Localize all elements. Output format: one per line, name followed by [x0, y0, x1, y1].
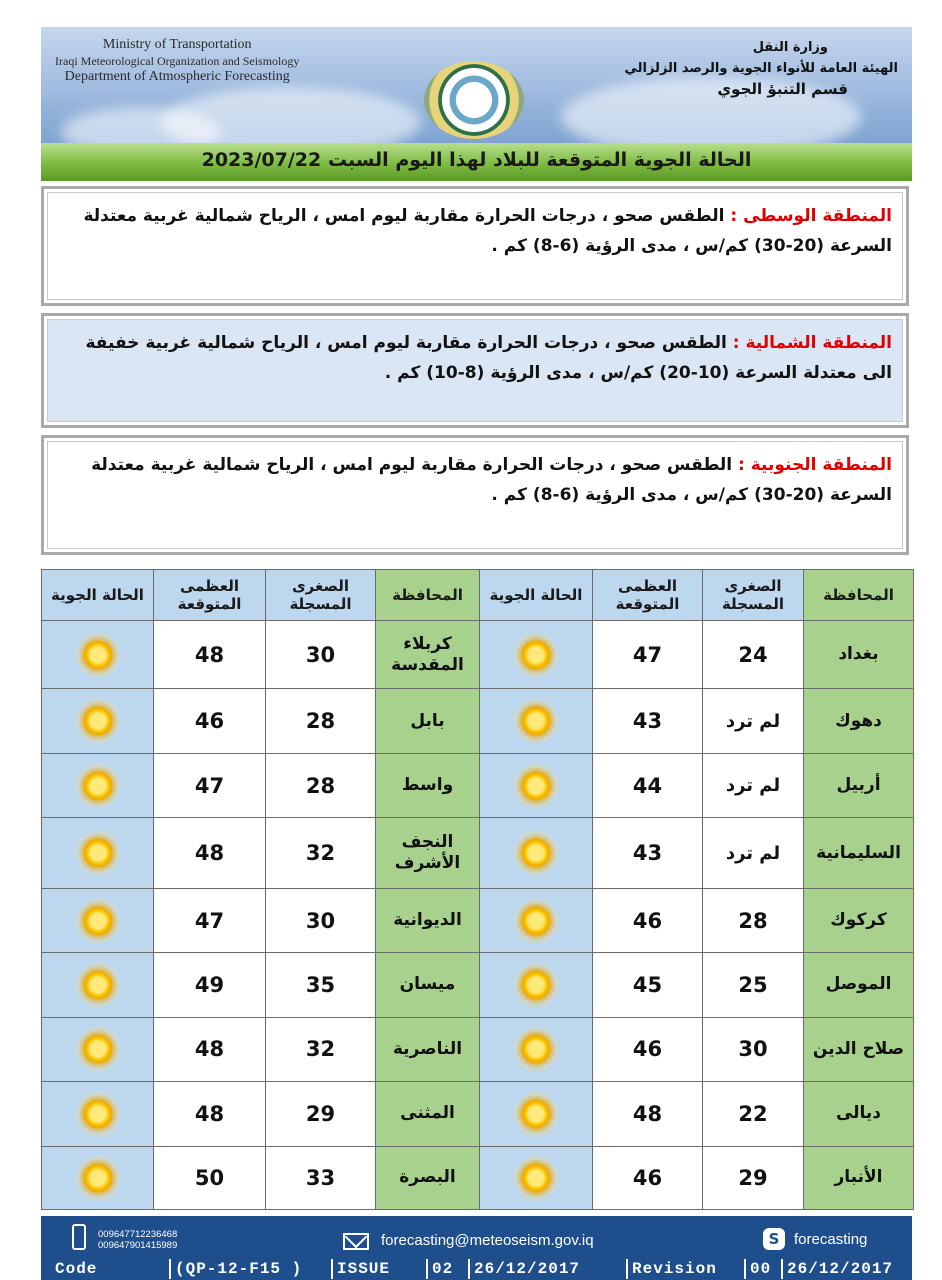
issue-label: ISSUE [331, 1259, 390, 1279]
sun-icon [512, 631, 560, 679]
min-temp-cell: 33 [266, 1146, 376, 1209]
table-row [42, 753, 914, 817]
max-temp-cell: 49 [154, 953, 266, 1017]
region-forecast-text: الطقس صحو ، درجات الحرارة مقاربة ليوم امس ، الرياح شمالية غربية معتدلة السرعة (20-30) كم/س ، مدى الرؤية (6-8) كم . [91, 455, 892, 505]
province-cell: البصرة [376, 1146, 480, 1209]
min-temp-cell: 35 [266, 953, 376, 1017]
phone-icon [72, 1224, 86, 1250]
revision-date: 26/12/2017 [781, 1259, 893, 1279]
min-temp-cell: 30 [266, 621, 376, 689]
table-row [42, 689, 914, 753]
province-cell: كربلاء المقدسة [376, 621, 480, 689]
province-cell: صلاح الدين [804, 1017, 914, 1081]
max-temp-cell: 48 [154, 818, 266, 888]
weather-cell [480, 953, 593, 1017]
title-bar [41, 143, 912, 181]
weather-cell [480, 1017, 593, 1081]
region-name: المنطقة الوسطى : [730, 206, 892, 226]
weather-cell [480, 1082, 593, 1146]
min-temp-cell: 30 [266, 888, 376, 952]
sun-icon [74, 631, 122, 679]
region-central [41, 186, 909, 306]
table-row [42, 621, 914, 689]
weather-cell [42, 1017, 154, 1081]
province-cell: المثنى [376, 1082, 480, 1146]
province-cell: السليمانية [804, 818, 914, 888]
max-temp-cell: 46 [593, 1017, 703, 1081]
weather-cell [480, 818, 593, 888]
organization-name-en: Iraqi Meteorological Organization and Seismology [55, 54, 300, 68]
header-min-recorded: الصغرى المسجلة [703, 570, 804, 621]
max-temp-cell: 44 [593, 753, 703, 817]
min-temp-cell: 29 [703, 1146, 804, 1209]
province-cell: واسط [376, 753, 480, 817]
max-temp-cell: 43 [593, 818, 703, 888]
sun-icon [74, 1154, 122, 1202]
sun-icon [512, 897, 560, 945]
max-temp-cell: 45 [593, 953, 703, 1017]
weather-cell [42, 818, 154, 888]
table-row [42, 953, 914, 1017]
code-value: (QP-12-F15 ) [169, 1259, 302, 1279]
revision-label: Revision [626, 1259, 717, 1279]
header-max-expected: العظمى المتوقعة [154, 570, 266, 621]
max-temp-cell: 48 [154, 621, 266, 689]
header-province: المحافظة [376, 570, 480, 621]
arabic-header [624, 37, 898, 100]
organization-name-ar: الهيئة العامة للأنواء الجوية والرصد الزلزالي [624, 61, 898, 76]
max-temp-cell: 48 [154, 1082, 266, 1146]
document-code-bar [41, 1258, 912, 1280]
max-temp-cell: 48 [593, 1082, 703, 1146]
min-temp-cell: 32 [266, 818, 376, 888]
min-temp-cell: 30 [703, 1017, 804, 1081]
table-row [42, 888, 914, 952]
province-cell: بابل [376, 689, 480, 753]
max-temp-cell: 47 [154, 888, 266, 952]
sun-icon [512, 829, 560, 877]
max-temp-cell: 46 [154, 689, 266, 753]
min-temp-cell: لم ترد [703, 753, 804, 817]
phone-number: 009647712236468 [98, 1229, 178, 1240]
weather-cell [42, 953, 154, 1017]
weather-cell [480, 888, 593, 952]
issue-value: 02 [426, 1259, 453, 1279]
weather-cell [480, 621, 593, 689]
header-province: المحافظة [804, 570, 914, 621]
weather-cell [42, 1146, 154, 1209]
min-temp-cell: لم ترد [703, 818, 804, 888]
max-temp-cell: 48 [154, 1017, 266, 1081]
table-row [42, 1082, 914, 1146]
region-forecast-text: الطقس صحو ، درجات الحرارة مقاربة ليوم امس ، الرياح شمالية غربية معتدلة السرعة (20-30) كم/س ، مدى الرؤية (6-8) كم . [83, 206, 892, 256]
organization-logo [424, 61, 524, 139]
table-row [42, 1017, 914, 1081]
min-temp-cell: 22 [703, 1082, 804, 1146]
region-name: المنطقة الشمالية : [732, 333, 892, 353]
weather-cell [42, 888, 154, 952]
forecast-table [41, 569, 914, 1210]
max-temp-cell: 43 [593, 689, 703, 753]
max-temp-cell: 50 [154, 1146, 266, 1209]
province-cell: الموصل [804, 953, 914, 1017]
header-max-expected: العظمى المتوقعة [593, 570, 703, 621]
region-forecast-text: الطقس صحو ، درجات الحرارة مقاربة ليوم امس ، الرياح شمالية غربية خفيفة الى معتدلة السرعة (10-20) كم/س ، مدى الرؤية (8-10) كم . [85, 333, 892, 383]
weather-cell [42, 621, 154, 689]
min-temp-cell: 24 [703, 621, 804, 689]
weather-cell [42, 1082, 154, 1146]
sun-icon [512, 697, 560, 745]
table-row [42, 818, 914, 888]
region-name: المنطقة الجنوبية : [738, 455, 892, 475]
sun-icon [512, 961, 560, 1009]
phone-numbers [98, 1229, 177, 1251]
weather-cell [42, 753, 154, 817]
issue-date: 26/12/2017 [468, 1259, 580, 1279]
weather-cell [480, 1146, 593, 1209]
skype-name: forecasting [794, 1231, 868, 1248]
skype-icon: S [763, 1228, 785, 1250]
min-temp-cell: 28 [266, 689, 376, 753]
sun-icon [74, 697, 122, 745]
province-cell: أربيل [804, 753, 914, 817]
weather-cell [42, 689, 154, 753]
english-header [55, 37, 299, 85]
sun-icon [74, 1090, 122, 1138]
min-temp-cell: 28 [266, 753, 376, 817]
max-temp-cell: 46 [593, 1146, 703, 1209]
region-north [41, 313, 909, 428]
header-weather: الحالة الجوية [42, 570, 154, 621]
province-cell: ديالى [804, 1082, 914, 1146]
province-cell: النجف الأشرف [376, 818, 480, 888]
province-cell: دهوك [804, 689, 914, 753]
province-cell: بغداد [804, 621, 914, 689]
sun-icon [74, 1025, 122, 1073]
ministry-name-ar: وزارة النقل [752, 40, 828, 55]
header-weather: الحالة الجوية [480, 570, 593, 621]
sun-icon [74, 762, 122, 810]
page-title: الحالة الجوية المتوقعة للبلاد لهذا اليوم السبت 2023/07/22 [201, 149, 752, 171]
province-cell: الديوانية [376, 888, 480, 952]
max-temp-cell: 46 [593, 888, 703, 952]
max-temp-cell: 47 [154, 753, 266, 817]
mail-icon [343, 1233, 369, 1250]
document-header [41, 27, 912, 143]
province-cell: ميسان [376, 953, 480, 1017]
code-label: Code [55, 1260, 98, 1278]
min-temp-cell: 25 [703, 953, 804, 1017]
max-temp-cell: 47 [593, 621, 703, 689]
table-row [42, 1146, 914, 1209]
header-min-recorded: الصغرى المسجلة [266, 570, 376, 621]
department-name-en: Department of Atmospheric Forecasting [64, 69, 290, 84]
sun-icon [512, 762, 560, 810]
sun-icon [512, 1154, 560, 1202]
weather-cell [480, 753, 593, 817]
ministry-name-en: Ministry of Transportation [102, 37, 252, 52]
min-temp-cell: 32 [266, 1017, 376, 1081]
sun-icon [74, 961, 122, 1009]
min-temp-cell: لم ترد [703, 689, 804, 753]
sun-icon [74, 829, 122, 877]
email-address: forecasting@meteoseism.gov.iq [381, 1232, 594, 1249]
region-south [41, 435, 909, 555]
sun-icon [512, 1090, 560, 1138]
table-header-row [42, 570, 914, 621]
province-cell: كركوك [804, 888, 914, 952]
phone-number: 009647901415989 [98, 1240, 178, 1251]
min-temp-cell: 28 [703, 888, 804, 952]
province-cell: الناصرية [376, 1017, 480, 1081]
weather-cell [480, 689, 593, 753]
min-temp-cell: 29 [266, 1082, 376, 1146]
revision-value: 00 [744, 1259, 771, 1279]
sun-icon [74, 897, 122, 945]
department-name-ar: قسم التنبؤ الجوي [717, 80, 848, 98]
province-cell: الأنبار [804, 1146, 914, 1209]
sun-icon [512, 1025, 560, 1073]
document-footer [41, 1216, 912, 1280]
